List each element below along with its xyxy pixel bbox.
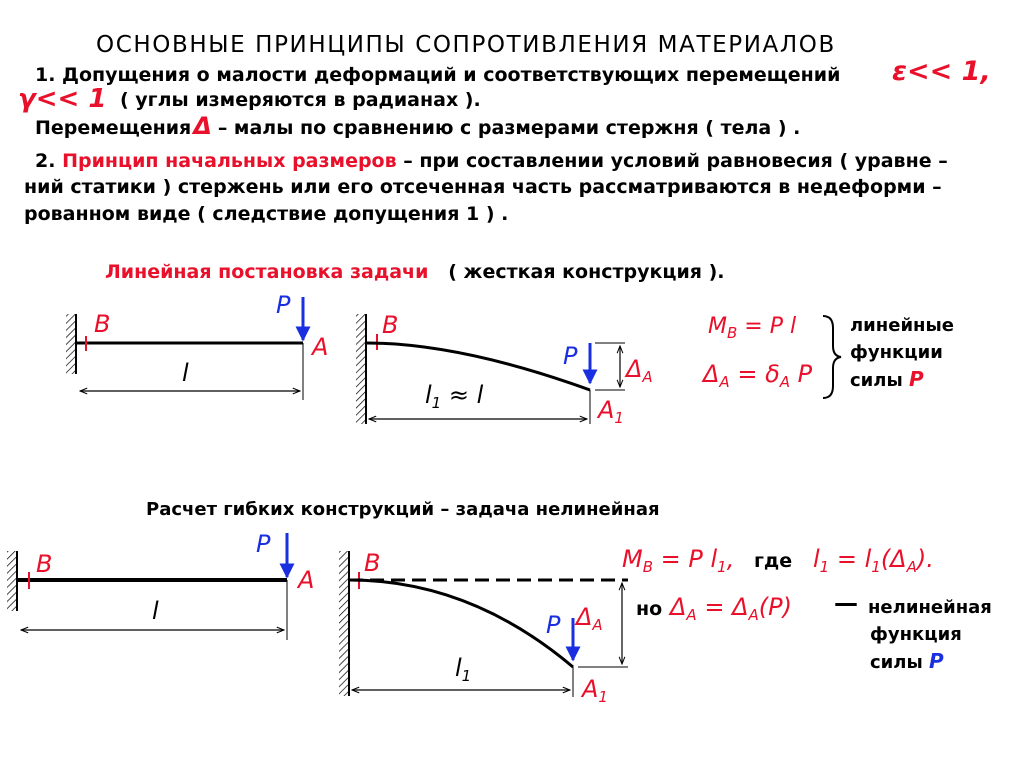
right-brace [823,316,841,398]
length-l-label-3: l [152,597,159,625]
force-p-label-4: P [546,611,561,639]
linear-functions-text: линейные функции силы P [850,315,954,391]
deflection-label: $\Delta_A$ [626,355,653,386]
point-b-label: B [94,310,111,338]
gamma-condition: γ<< 1 [18,84,107,114]
point-b-label-3: B [36,550,53,578]
point-a1-label: $A_1$ [598,396,624,427]
epsilon-condition: ε<< 1, [892,56,991,87]
nonlinear-function-text: нелинейная функция силы P [868,597,992,673]
point-a-label-3: A [298,566,315,594]
flexible-heading: Расчет гибких конструкций – задача нелинейная [146,499,660,520]
delta-symbol: Δ [193,112,212,140]
assumption-1-line-3: ПеремещенияΔ – малы по сравнению с размерами стержня ( тела ) . [35,112,801,140]
deflection-label-4: $\Delta_A$ [576,603,603,634]
principle-2-line-3: рованном виде ( следствие допущения 1 ) . [24,203,509,225]
assumption-1-line-2: ( углы измеряются в радианах ). [120,89,481,111]
point-a1-label-4: $A_1$ [582,675,608,706]
moment-formula-linear: $M_B = P$ l [708,314,797,342]
point-a-label: A [312,333,329,361]
principle-2-name: Принцип начальных размеров [62,150,397,172]
assumption-1-line-1: 1. Допущения о малости деформаций и соответствующих перемещений [35,64,841,86]
but-word: но [636,598,663,620]
length-l1-label: $l_1 \approx l$ [425,381,484,412]
principle-2-line-2: ний статики ) стержень или его отсеченная часть рассматриваются в недеформи – [24,176,942,198]
length-formula-flexible: $l_1 = l_1(\Delta_A)$. [813,545,934,576]
length-l1-label-4: $l_1$ [455,654,472,685]
linear-heading: Линейная постановка задачи ( жесткая конструкция ). [105,261,725,283]
where-word: где [754,550,793,572]
em-dash: — [834,589,858,617]
force-p-label-2: P [563,342,578,370]
force-p-label: P [276,291,291,319]
page-title: ОСНОВНЫЕ ПРИНЦИПЫ СОПРОТИВЛЕНИЯ МАТЕРИАЛОВ [96,32,836,58]
point-b-label-4: B [364,549,381,577]
principle-2-line-1: 2. Принцип начальных размеров – при составлении условий равновесия ( уравне – [35,150,948,172]
deflection-formula-flexible: $\Delta_A = \Delta_A(P)$ [670,593,792,624]
point-b-label-2: B [382,311,399,339]
length-l-label: l [182,359,189,387]
deflection-formula-linear: $\Delta_A = \delta_A$ P [703,360,813,391]
force-p-label-3: P [256,530,271,558]
moment-formula-flexible: $M_B = P$ $l_1$, [622,545,735,576]
